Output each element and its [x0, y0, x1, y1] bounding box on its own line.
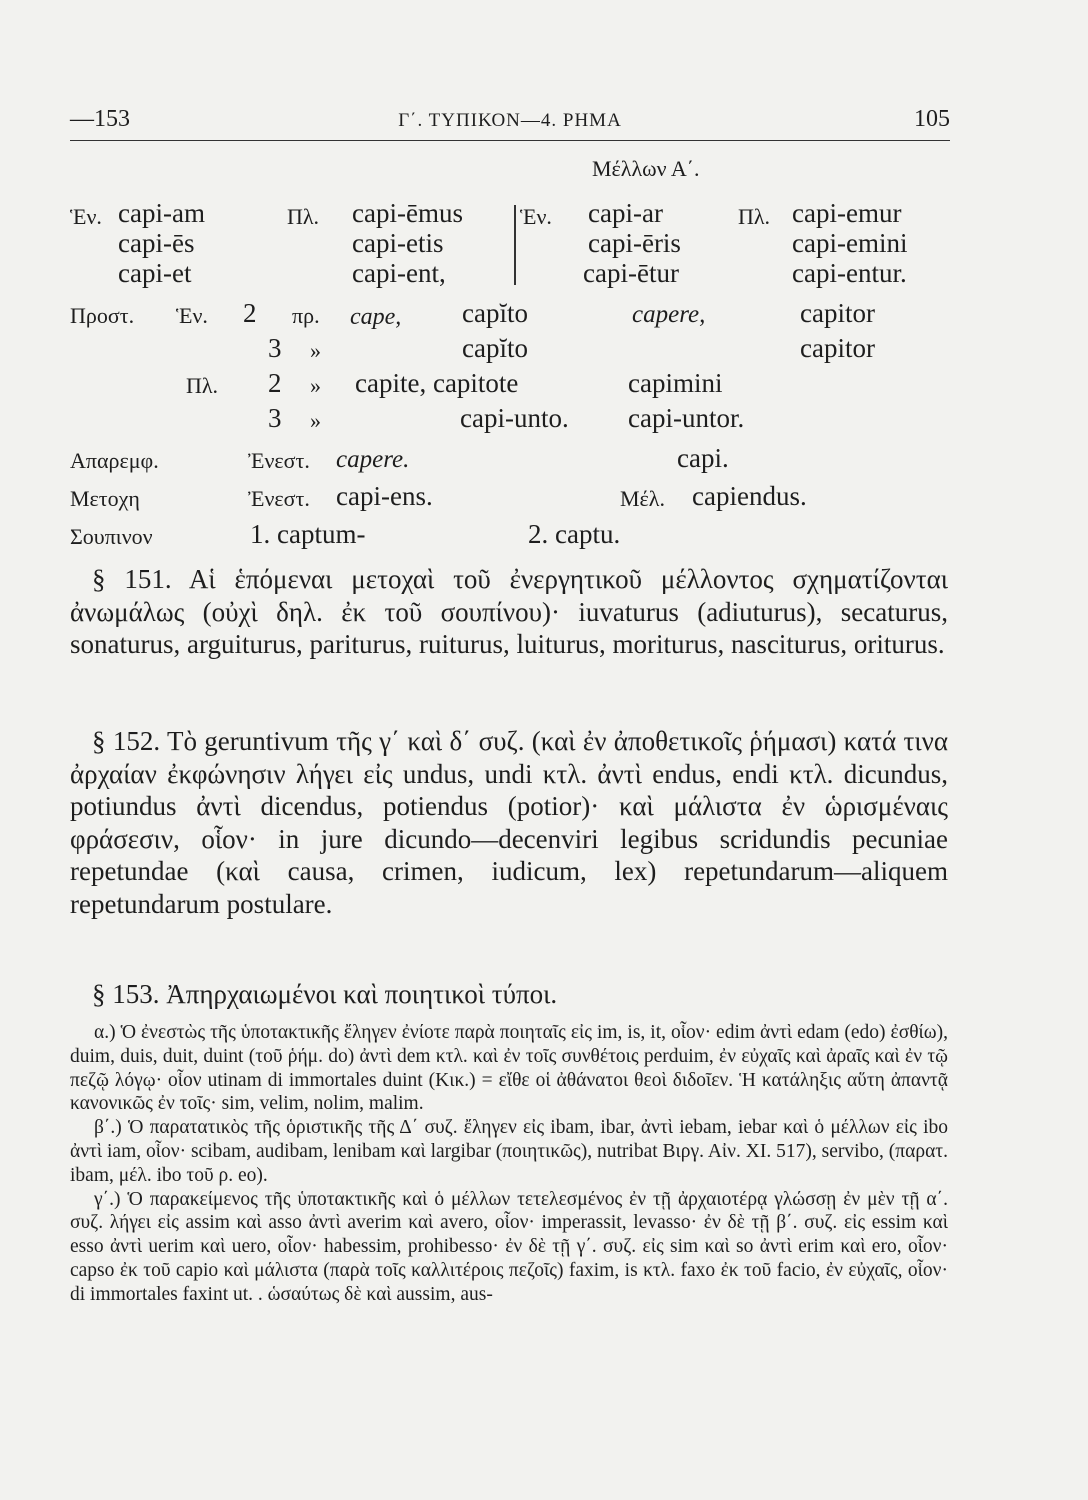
infinitive-passive: capi.: [677, 443, 729, 473]
future-active-pl-1: capi-ēmus: [352, 198, 463, 228]
header-section-ref: —153: [70, 106, 130, 132]
imperative-r4-c: capi-untor.: [628, 403, 745, 433]
imperative-r4-num: 3: [268, 403, 282, 433]
participle-active: capi-ens.: [336, 481, 433, 511]
future-passive-sg-label: Ἑν.: [520, 204, 552, 229]
imperative-label: Προστ.: [70, 303, 135, 328]
imperative-r2-mark: »: [310, 338, 321, 363]
imperative-r2-d: capitor: [800, 333, 875, 363]
supine-two: 2. captu.: [528, 519, 621, 549]
imperative-r2-num: 3: [268, 333, 282, 363]
imperative-r1-c: capere,: [632, 301, 706, 328]
section-152: § 152. Τὸ geruntivum τῆς γ΄ καὶ δ΄ συζ. (καὶ ἐν ἀποθετικοῖς ῥήμασι) κατά τινα ἀρχαίαν ἐκφώνησιν λήγει εἰς undus, undi κτλ. ἀντὶ endus, endi κτλ. dicundus, potiundus ἀντὶ dicendus, potiendus (potior)· καὶ μάλιστα ἐν ὡρισμέναις φράσεσιν, οἷον· in jure dicundo—decenviri legibus scridundis pecuniae repetundae (καὶ causa, crimen, iudicum, lex) repetundarum—aliquem repetundarum postulare.: [70, 726, 948, 919]
imperative-r3-a: capite, capitote: [355, 368, 519, 398]
supine-one: 1. captum-: [250, 519, 366, 549]
imperative-r1-mark: πρ.: [292, 303, 320, 328]
participle-tense: Ἐνεστ.: [248, 486, 310, 511]
future-active-pl-3: capi-ent,: [352, 258, 446, 288]
imperative-pl-label: Πλ.: [186, 373, 219, 398]
imperative-r1-d: capitor: [800, 298, 875, 328]
future-active-pl-label: Πλ.: [287, 204, 320, 229]
running-header: [70, 106, 950, 141]
imperative-r3-mark: »: [310, 373, 321, 398]
section-153-heading: § 153. Ἀπηρχαιωμένοι καὶ ποιητικοὶ τύποι.: [92, 979, 558, 1009]
infinitive-active: capere.: [336, 446, 410, 473]
future-active-sg-label: Ἑν.: [70, 204, 102, 229]
supine-label: Σουπινον: [70, 524, 153, 549]
participle-fut-label: Μέλ.: [620, 486, 665, 511]
imperative-r1-num: 2: [243, 298, 257, 328]
imperative-r2-b: capĭto: [462, 333, 528, 363]
participle-passive: capiendus.: [692, 481, 807, 511]
future-passive-pl-3: capi-entur.: [792, 258, 907, 288]
future-active-sg-2: capi-ēs: [118, 228, 195, 258]
section-151: § 151. Αἱ ἑπόμεναι μετοχαὶ τοῦ ἐνεργητικοῦ μέλλοντος σχηματίζονται ἀνωμάλως (οὐχὶ δηλ. ἐκ τοῦ σουπίνου)· iuvaturus (adiuturus), secaturus, sonaturus, arguiturus, pariturus, ruiturus, luiturus, moriturus, nasciturus, oriturus.: [70, 564, 948, 659]
participle-label: Μετοχη: [70, 486, 140, 511]
future-active-pl-2: capi-etis: [352, 228, 444, 258]
imperative-sg-label: Ἑν.: [176, 303, 208, 328]
table-divider: [514, 205, 516, 285]
future-passive-pl-label: Πλ.: [738, 204, 771, 229]
imperative-r3-c: capimini: [628, 368, 723, 398]
infinitive-label: Απαρεμφ.: [70, 448, 159, 473]
imperative-r1-a: cape,: [350, 304, 402, 330]
imperative-r3-num: 2: [268, 368, 282, 398]
future-active-sg-3: capi-et: [118, 258, 192, 288]
header-title: Γ΄. ΤΥΠΙΚΟΝ—4. ΡΗΜΑ: [398, 110, 622, 131]
future-passive-sg-2: capi-ēris: [588, 228, 681, 258]
future-active-sg-1: capi-am: [118, 198, 205, 228]
future-passive-pl-2: capi-emini: [792, 228, 908, 258]
future-passive-pl-1: capi-emur: [792, 198, 902, 228]
future-title: Μέλλων Α΄.: [592, 156, 700, 181]
future-passive-sg-3: capi-ētur: [583, 258, 679, 288]
imperative-r4-b: capi-unto.: [460, 403, 569, 433]
future-passive-sg-1: capi-ar: [588, 198, 663, 228]
imperative-r1-b: capĭto: [462, 298, 528, 328]
page-number: 105: [914, 106, 950, 132]
infinitive-tense: Ἐνεστ.: [248, 448, 310, 473]
note-gamma: γ΄.) Ὁ παρακείμενος τῆς ὑποτακτικῆς καὶ ὁ μέλλων τετελεσμένος ἐν τῇ ἀρχαιοτέρᾳ γλώσσῃ ἐν μὲν τῇ α΄. συζ. λήγει εἰς assim καὶ asso ἀντὶ averim καὶ avero, οἷον· imperassit, levasso· ἐν δὲ τῇ β΄. συζ. εἰς essim καὶ esso ἀντὶ uerim καὶ uero, οἷον· habessim, prohibesso· ἐν δὲ τῇ γ΄. συζ. εἰς sim καὶ so ἀντὶ erim καὶ ero, οἷον· capso ἐκ τοῦ capio καὶ μάλιστα (παρὰ τοῖς καλλιτέροις πεζοῖς) faxim, is κτλ. faxo ἐκ τοῦ facio, ἐν εὐχαῖς, οἷον· di immortales faxint ut. . ὡσαύτως δὲ καὶ aussim, aus-: [70, 1188, 948, 1305]
note-alpha: α.) Ὁ ἐνεστὼς τῆς ὑποτακτικῆς ἔληγεν ἐνίοτε παρὰ ποιηταῖς εἰς im, is, it, οἷον· edim ἀντὶ edam (edo) ἐσθίω), duim, duis, duit, duint (τοῦ ῥήμ. do) ἀντὶ dem κτλ. καὶ ἐν τοῖς συνθέτοις perduim, ἐν εὐχαῖς καὶ ἀραῖς καὶ ἐν τῷ πεζῷ λόγῳ· οἷον utinam di immortales duint (Κικ.) = εἴθε οἱ ἀθάνατοι θεοὶ διδοῖεν. Ἡ κατάληξις αὕτη ἀπαντᾷ κανονικῶς ἐν τοῖς· sim, velim, nolim, malim.: [70, 1022, 948, 1115]
note-beta: β΄.) Ὁ παρατατικὸς τῆς ὁριστικῆς τῆς Δ΄ συζ. ἔληγεν εἰς ibam, ibar, ἀντὶ iebam, iebar καὶ ὁ μέλλων εἰς ibo ἀντὶ iam, οἷον· scibam, audibam, lenibam καὶ largibar (ποιητικῶς), nutribat Βιργ. Αἰν. XI. 517), servibo, (παρατ. ibam, μέλ. ibo τοῦ ρ. eo).: [70, 1117, 948, 1186]
section-153-notes: [70, 1021, 948, 1307]
imperative-r4-mark: »: [310, 408, 321, 433]
